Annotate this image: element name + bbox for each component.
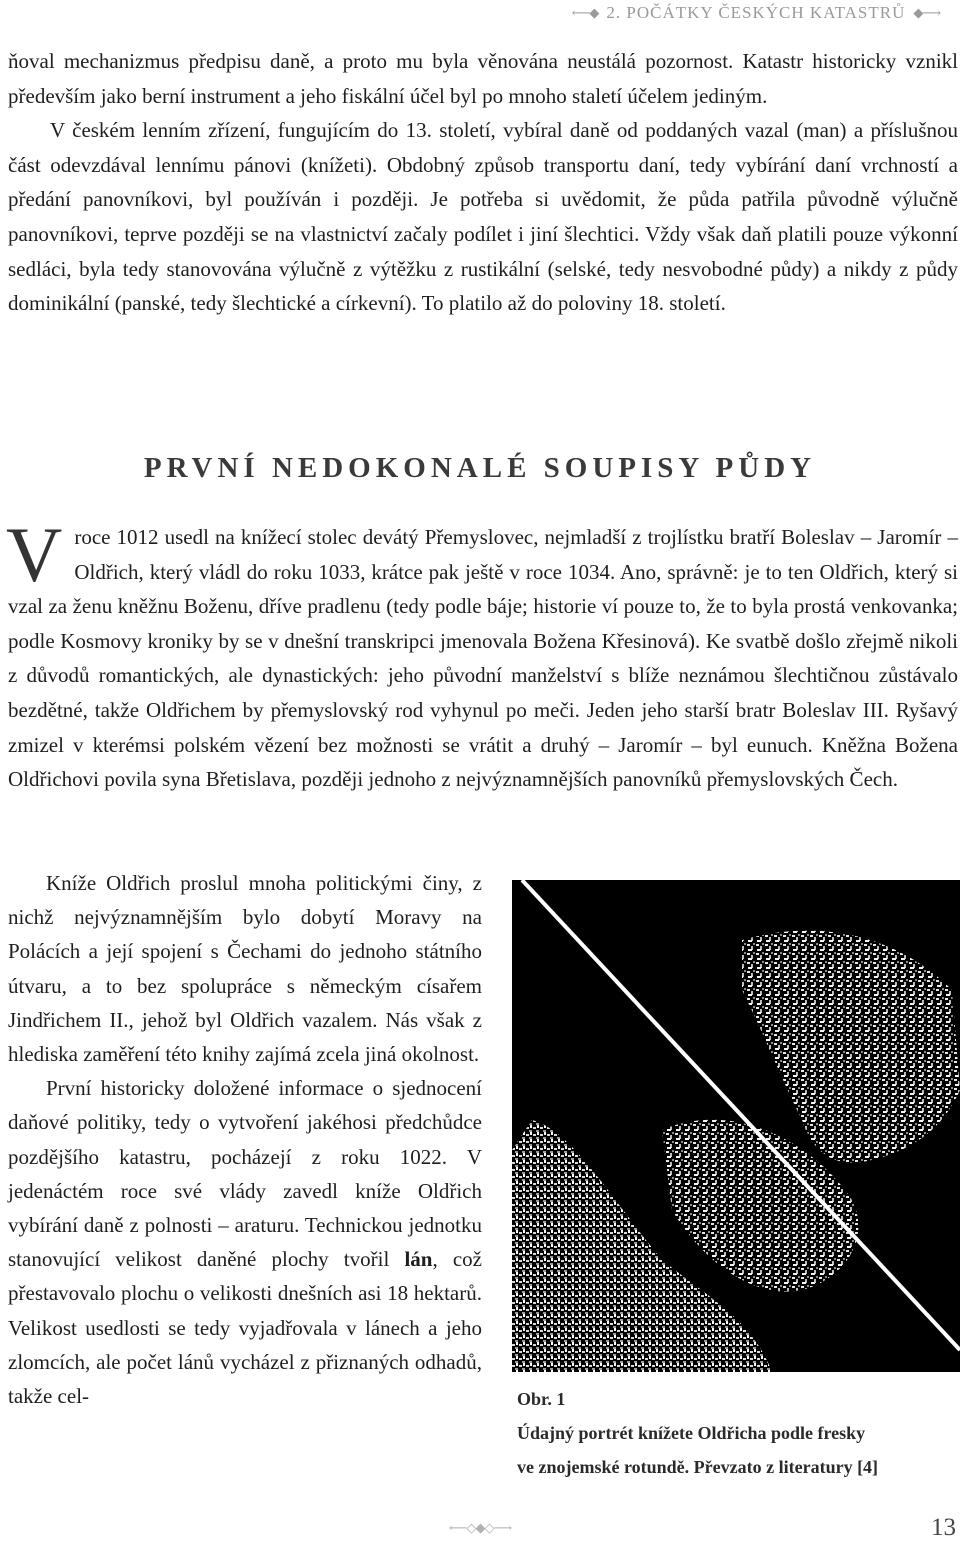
fresco-portrait-image bbox=[512, 880, 960, 1372]
section-first-paragraph bbox=[6, 511, 958, 797]
column-paragraph-part: První historicky doložené informace o sjednocení daňové politiky, tedy o vytvoření jakéhosi předchůdce pozdějšího katastru, pocházejí z roku 1022. V jedenáctém roce své vlády zavedl kníže Oldřich vybírání daně z polnosti – araturu. Technickou jednotku stanovující velikost daněné plochy tvořil bbox=[8, 1076, 482, 1272]
section-body bbox=[6, 511, 958, 797]
bold-term: lán bbox=[404, 1247, 433, 1272]
drop-cap: V bbox=[6, 511, 63, 598]
running-header bbox=[540, 0, 940, 26]
header-ornament-right: ◆⟶ bbox=[913, 5, 940, 20]
column-paragraph: Kníže Oldřich proslul mnoha politickými činy, z nichž nejvýznamnějším bylo dobytí Moravy na Polácích a její spojení s Čechami do jednoho státního útvaru, a to bez spolupráce s německým císařem Jindřichem II., jehož byl Oldřich vazalem. Nás však z hlediska zaměření této knihy zajímá zcela jiná okolnost. bbox=[8, 871, 482, 1067]
column-paragraph bbox=[8, 1071, 482, 1413]
footer-ornament: ⟵◇◆◇⟶ bbox=[448, 1520, 512, 1535]
caption-line: Údajný portrét knížete Oldřicha podle fresky bbox=[517, 1423, 866, 1443]
portrait-figure bbox=[512, 880, 960, 1372]
intro-paragraph: ňoval mechanizmus předpisu daně, a proto mu byla věnována neustálá pozornost. Katastr historicky vznikl především jako berní instrument a jeho fiskální účel byl po mnoho staletí účelem jediným. bbox=[8, 49, 958, 108]
running-title: 2. POČÁTKY ČESKÝCH KATASTRŮ bbox=[606, 3, 906, 22]
column-text bbox=[8, 866, 482, 1413]
first-paragraph-text: roce 1012 usedl na knížecí stolec devátý Přemyslovec, nejmladší z trojlístku bratří Boleslav – Jaromír – Oldřich, který vládl do roku 1033, krátce pak ještě v roce 1034. Ano, správně: je to ten Oldřich, který si vzal za ženu kněžnu Boženu, dříve pradlenu (tedy podle báje; historie ví pouze to, že to byla prostá venkovanka; podle Kosmovy kroniky by se v dnešní transkripci jmenovala Božena Křesinová). Ke svatbě došlo zřejmě nikoli z důvodů romantických, ale dynastických: jeho původní manželství s blíže neznámou šlechtičnou zůstávalo bezdětné, takže Oldřichem by přemyslovský rod vyhynul po meči. Jeden jeho starší bratr Boleslav III. Ryšavý zmizel v kterémsi polském vězení bez možnosti se vrátit a druhý – Jaromír – byl eunuch. Kněžna Božena Oldřichovi povila syna Břetislava, později jednoho z nejvýznamnějších panovníků přemyslovských Čech. bbox=[8, 525, 958, 792]
figure-caption bbox=[517, 1382, 947, 1484]
intro-text bbox=[8, 44, 958, 321]
column-paragraph-part: , což přestavovalo plochu o velikosti dnešních asi 18 hektarů. Velikost usedlosti se tedy vyjadřovala v lánech a jeho zlomcích, ale počet lánů vycházel z přiznaných odhadů, takže cel- bbox=[8, 1247, 482, 1409]
caption-line: ve znojemské rotundě. Převzato z literatury [4] bbox=[517, 1457, 879, 1477]
section-title: PRVNÍ NEDOKONALÉ SOUPISY PŮDY bbox=[143, 452, 817, 484]
header-ornament-left: ⟵◆ bbox=[571, 5, 599, 20]
page-number: 13 bbox=[931, 1514, 956, 1541]
figure-label: Obr. 1 bbox=[517, 1389, 566, 1409]
intro-paragraph: V českém lenním zřízení, fungujícím do 13. století, vybíral daně od poddaných vazal (man) a příslušnou část odevzdával lennímu pánovi (knížeti). Obdobný způsob transportu daní, tedy vybírání daní vrchností a předání panovníkovi, byl používán i později. Je potřeba si uvědomit, že půda patřila původně výlučně panovníkovi, teprve později se na vlastnictví začaly podílet i jiní šlechtici. Vždy však daň platili pouze výkonní sedláci, byla tedy stanovována výlučně z výtěžku z rustikální (selské, tedy nesvobodné půdy) a nikdy z půdy dominikální (panské, tedy šlechtické a církevní). To platilo až do poloviny 18. století. bbox=[8, 118, 958, 316]
